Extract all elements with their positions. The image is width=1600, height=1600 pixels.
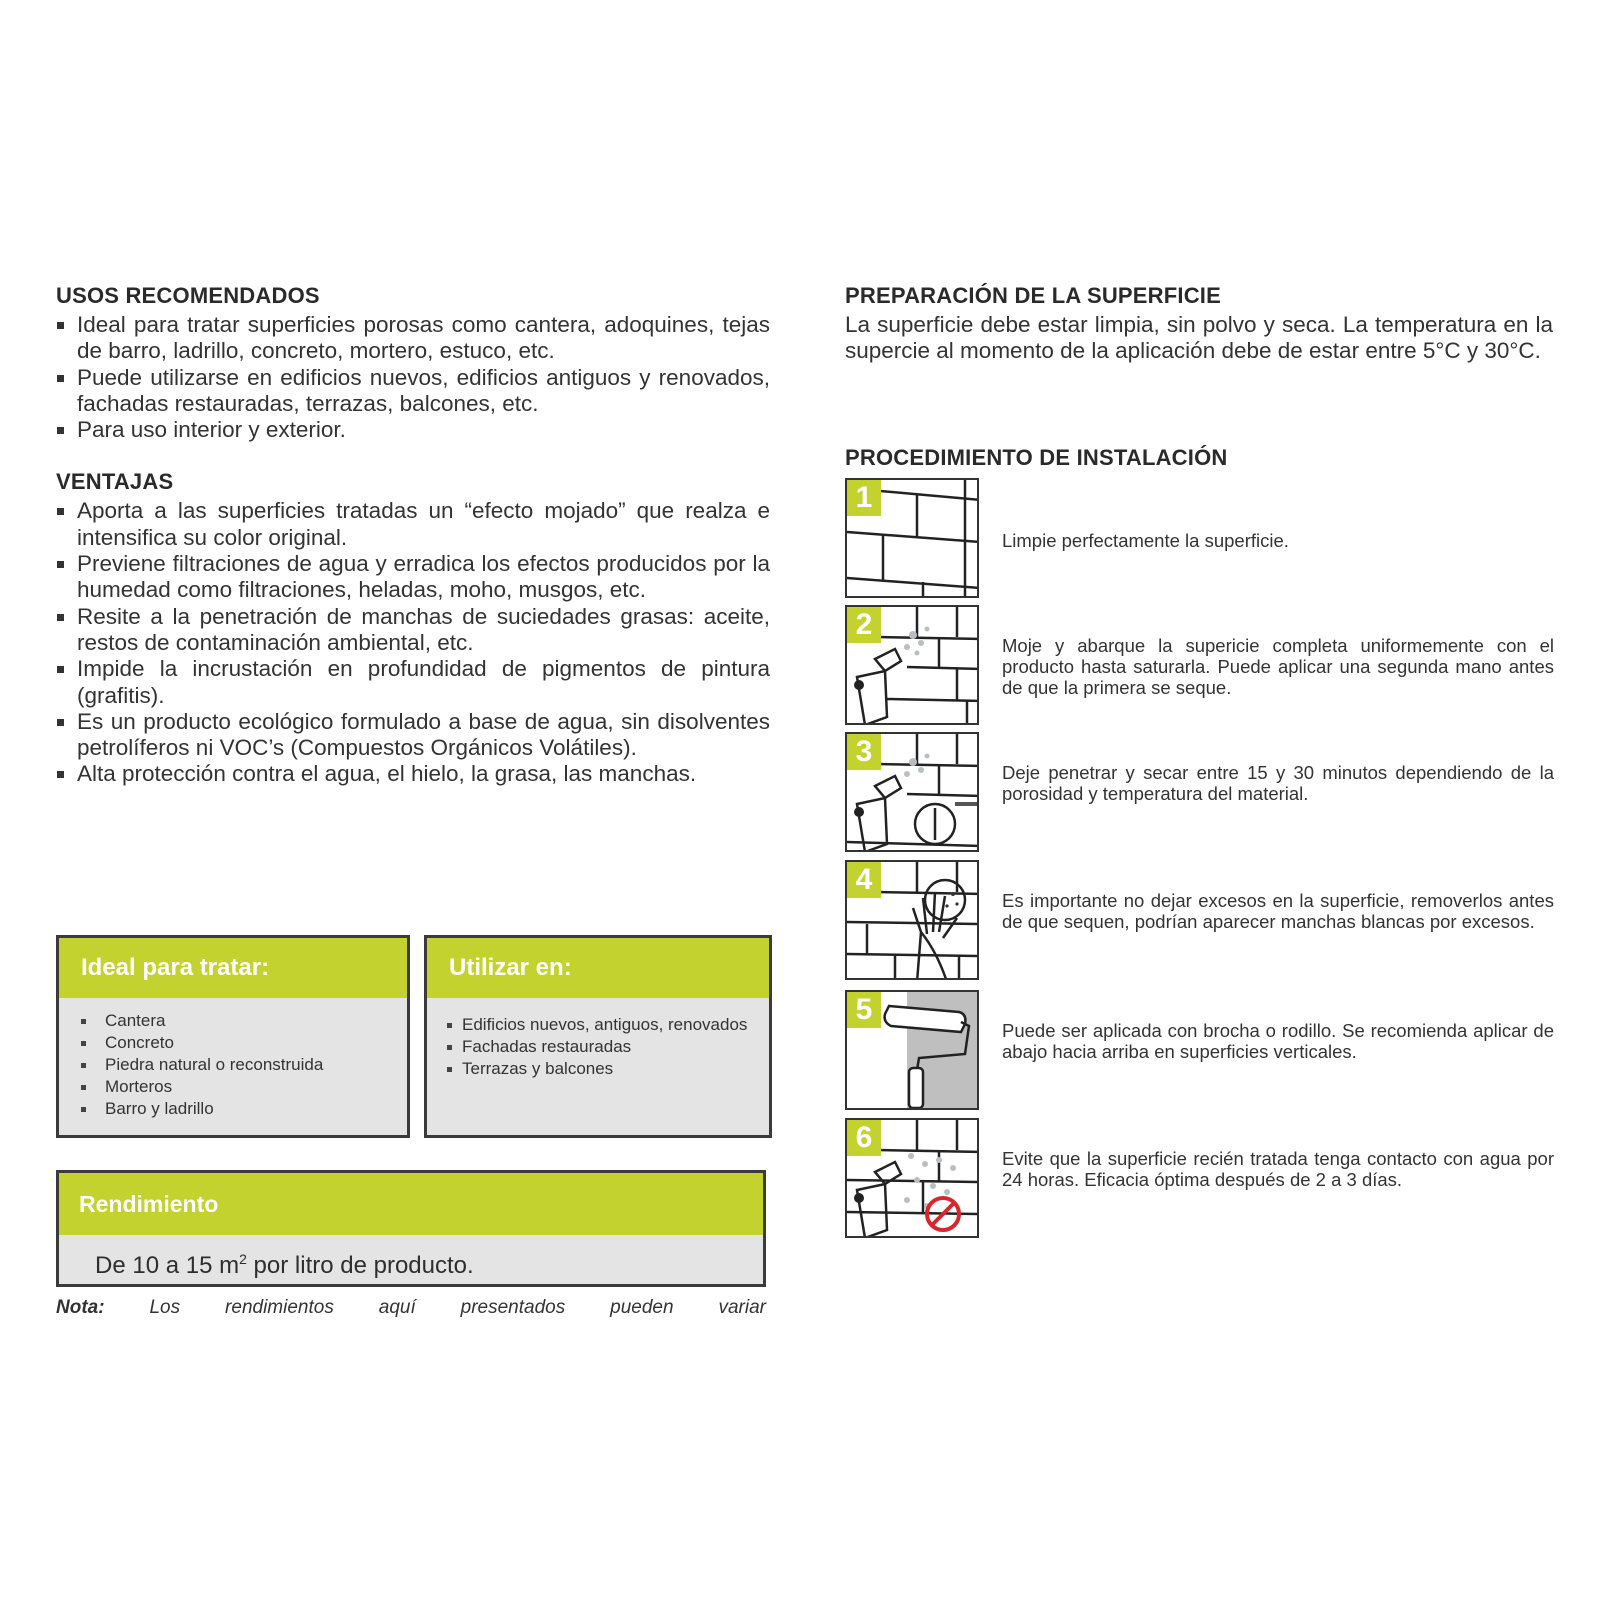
preparacion-title: PREPARACIÓN DE LA SUPERFICIE — [845, 283, 1221, 308]
ventajas-list — [56, 498, 770, 787]
usos-list — [56, 312, 770, 443]
step-number: 3 — [847, 734, 881, 770]
rendimiento-sup: 2 — [239, 1251, 247, 1267]
info-boxes — [56, 935, 772, 1143]
list-item: Concreto — [81, 1032, 407, 1054]
rendimiento-title: Rendimiento — [59, 1173, 763, 1235]
utilizar-box — [424, 935, 772, 1138]
ideal-box-list — [59, 998, 407, 1120]
list-item: Piedra natural o reconstruida — [81, 1054, 407, 1076]
usos-title: USOS RECOMENDADOS — [56, 283, 320, 308]
nota-word: presentados — [460, 1297, 566, 1318]
step-number: 4 — [847, 862, 881, 898]
list-item: Resite a la penetración de manchas de suciedades grasas: aceite, restos de contaminación ambiental, etc. — [56, 604, 770, 657]
hand-sponge-icon — [845, 860, 979, 980]
list-item: Impide la incrustación en profundidad de pigmentos de pintura (grafitis). — [56, 656, 770, 709]
step-1 — [845, 478, 1553, 598]
step-number: 6 — [847, 1120, 881, 1156]
spray-clock-icon — [845, 732, 979, 852]
preparacion-text: La superficie debe estar limpia, sin polvo y seca. La temperatura en la supercie al momento de la aplicación debe de estar entre 5°C y 30°C. — [845, 312, 1553, 363]
list-item: Cantera — [81, 1010, 407, 1032]
nota-word: aquí — [378, 1297, 416, 1318]
step-text: Evite que la superficie recién tratada tenga contacto con agua por 24 horas. Eficacia óptima después de 2 a 3 días. — [1002, 1148, 1554, 1190]
left-column — [56, 283, 770, 788]
list-item: Puede utilizarse en edificios nuevos, edificios antiguos y renovados, fachadas restauradas, terrazas, balcones, etc. — [56, 365, 770, 418]
list-item: Ideal para tratar superficies porosas como cantera, adoquines, tejas de barro, ladrillo, concreto, mortero, estuco, etc. — [56, 312, 770, 365]
ventajas-title: VENTAJAS — [56, 469, 174, 495]
list-item: Edificios nuevos, antiguos, renovados — [447, 1014, 769, 1036]
ideal-box-title: Ideal para tratar: — [59, 938, 407, 998]
step-text: Puede ser aplicada con brocha o rodillo. Se recomienda aplicar de abajo hacia arriba en superficies verticales. — [1002, 1020, 1554, 1062]
step-text: Es importante no dejar excesos en la superficie, removerlos antes de que sequen, podrían aparecer manchas blancas por excesos. — [1002, 890, 1554, 932]
nota-word: rendimientos — [225, 1297, 334, 1318]
step-2 — [845, 605, 1553, 725]
step-number: 2 — [847, 607, 881, 643]
list-item: Barro y ladrillo — [81, 1098, 407, 1120]
step-text: Limpie perfectamente la superficie. — [1002, 530, 1289, 551]
utilizar-box-title: Utilizar en: — [427, 938, 769, 998]
paint-roller-icon — [845, 990, 979, 1110]
spray-wall-icon — [845, 605, 979, 725]
rendimiento-prefix: De 10 a 15 m — [95, 1252, 240, 1279]
list-item: Para uso interior y exterior. — [56, 417, 770, 443]
ideal-box — [56, 935, 410, 1138]
step-text: Deje penetrar y secar entre 15 y 30 minutos dependiendo de la porosidad y temperatura del material. — [1002, 762, 1554, 804]
nota-line — [56, 1297, 766, 1319]
list-item: Terrazas y balcones — [447, 1058, 769, 1080]
step-4 — [845, 860, 1553, 980]
nota-word: variar — [718, 1297, 766, 1318]
rendimiento-text — [59, 1235, 763, 1290]
list-item: Morteros — [81, 1076, 407, 1098]
nota-word: Los — [149, 1297, 181, 1318]
nota-label: Nota: — [56, 1297, 105, 1318]
step-3 — [845, 732, 1553, 852]
preparacion-section — [845, 283, 1553, 364]
step-number: 1 — [847, 480, 881, 516]
brick-wall-icon — [845, 478, 979, 598]
nota-word: pueden — [610, 1297, 674, 1318]
list-item: Aporta a las superficies tratadas un “efecto mojado” que realza e intensifica su color original. — [56, 498, 770, 551]
no-water-icon — [845, 1118, 979, 1238]
step-number: 5 — [847, 992, 881, 1028]
rendimiento-suffix: por litro de producto. — [246, 1252, 474, 1279]
list-item: Alta protección contra el agua, el hielo, la grasa, las manchas. — [56, 761, 770, 787]
list-item: Es un producto ecológico formulado a base de agua, sin disolventes petrolíferos ni VOC’s (Compuestos Orgánicos Volátiles). — [56, 709, 770, 762]
step-5 — [845, 990, 1553, 1110]
procedimiento-title: PROCEDIMIENTO DE INSTALACIÓN — [845, 445, 1228, 470]
utilizar-box-list — [427, 998, 769, 1080]
list-item: Previene filtraciones de agua y erradica los efectos producidos por la humedad como filtraciones, heladas, moho, musgos, etc. — [56, 551, 770, 604]
list-item: Fachadas restauradas — [447, 1036, 769, 1058]
step-6 — [845, 1118, 1553, 1238]
step-text: Moje y abarque la supericie completa uniformemente con el producto hasta saturarla. Puede aplicar una segunda mano antes de que la primera se seque. — [1002, 635, 1554, 698]
rendimiento-box — [56, 1170, 766, 1287]
